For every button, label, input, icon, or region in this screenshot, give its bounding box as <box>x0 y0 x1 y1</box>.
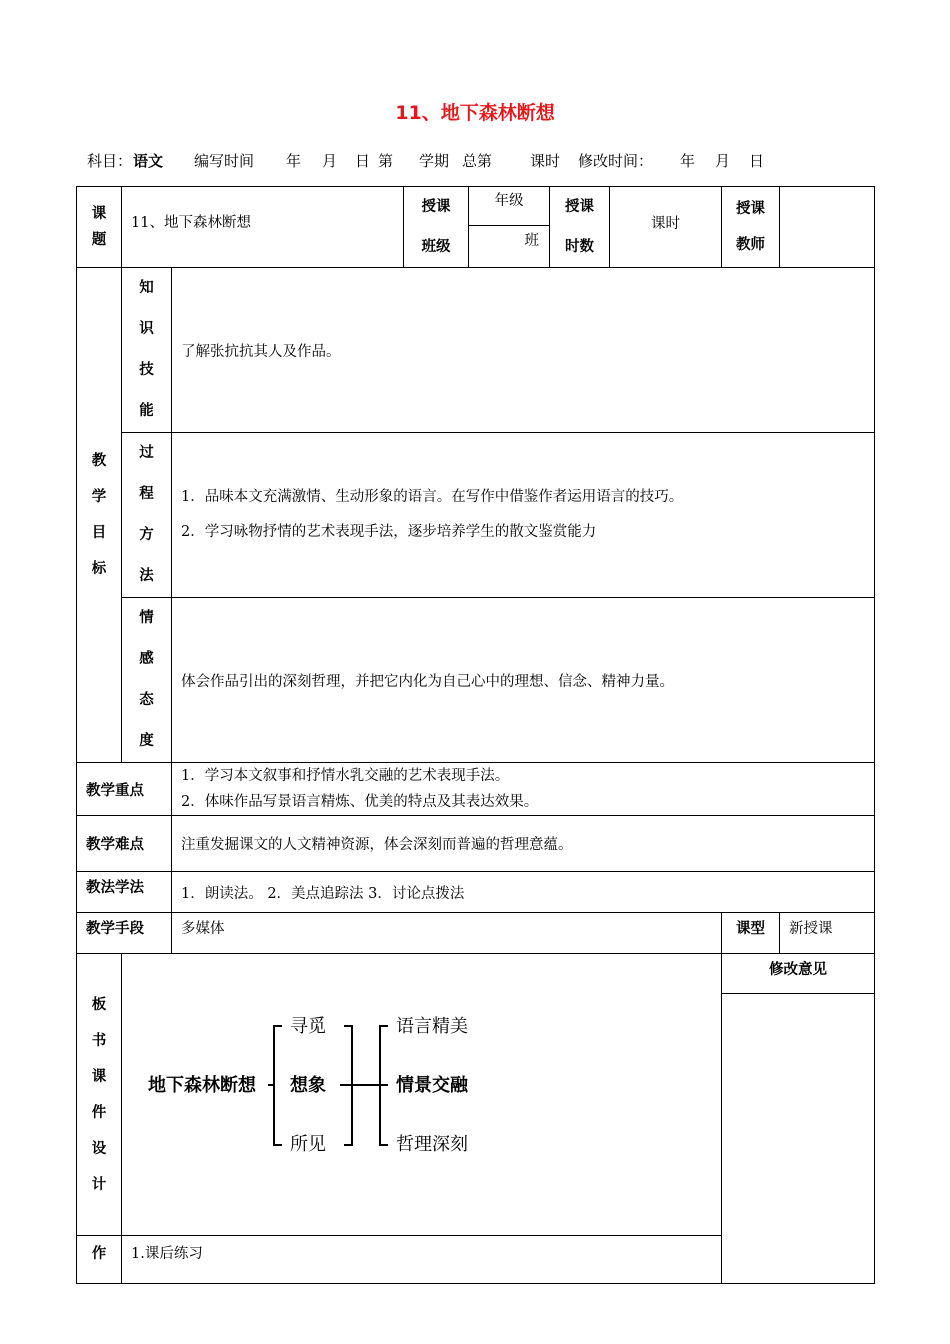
month2-label: 月 <box>715 152 731 170</box>
class-label-1: 授课 <box>421 199 451 215</box>
homework-label: 作 <box>77 1236 122 1284</box>
revision-label: 修改意见 <box>722 954 875 994</box>
class-label-2: 班级 <box>421 239 451 255</box>
methods-text: 1．朗读法。 2．美点追踪法 3．讨论点拨法 <box>172 872 875 913</box>
methods-label: 教法学法 <box>77 872 172 913</box>
emotion-label-cell <box>122 598 172 763</box>
grade-label: 年级 <box>469 187 549 226</box>
class-label-cell <box>404 187 469 268</box>
board-middle-item: 所见 <box>290 1134 326 1155</box>
total-label: 总第 <box>462 152 493 170</box>
lesson-type-label: 课型 <box>722 913 780 954</box>
homework-text: 1.课后练习 <box>122 1236 722 1284</box>
teacher-label-1: 授课 <box>736 201 766 217</box>
process-label: 过程方法 <box>139 445 154 584</box>
subject-label: 科目： <box>87 152 133 170</box>
lesson-type-value: 新授课 <box>780 913 875 954</box>
means-label: 教学手段 <box>77 913 172 954</box>
means-text: 多媒体 <box>172 913 722 954</box>
day2-label: 日 <box>749 152 765 170</box>
board-center: 地下森林断想 <box>148 1075 256 1096</box>
process-item: 1．品味本文充满激情、生动形象的语言。在写作中借鉴作者运用语言的技巧。 <box>181 489 684 505</box>
left-bracket <box>274 1026 282 1145</box>
lesson-plan-table <box>76 186 875 1284</box>
month-label: 月 <box>322 152 338 170</box>
teacher-value <box>780 187 875 268</box>
board-diagram-cell <box>122 954 722 1236</box>
process-label-cell <box>122 433 172 598</box>
period-label: 课时 <box>530 152 561 170</box>
knowledge-label: 知识技能 <box>139 280 154 419</box>
process-item: 2．学习咏物抒情的艺术表现手法，逐步培养学生的散文鉴赏能力 <box>181 524 597 540</box>
board-label-cell <box>77 954 122 1236</box>
board-right-item: 语言精美 <box>396 1016 468 1037</box>
hours-value: 课时 <box>610 187 722 268</box>
grade-class-cell <box>469 187 550 268</box>
difficulty-label: 教学难点 <box>77 816 172 872</box>
hours-label-cell <box>550 187 610 268</box>
board-diagram <box>122 954 720 1224</box>
di-label: 第 <box>378 152 394 170</box>
emotion-text: 体会作品引出的深刻哲理，并把它内化为自己心中的理想、信念、精神力量。 <box>172 598 875 763</box>
emotion-label: 情感态度 <box>139 610 154 749</box>
difficulty-text: 注重发掘课文的人文精神资源，体会深刻而普遍的哲理意蕴。 <box>172 816 875 872</box>
board-right-item: 情景交融 <box>396 1075 468 1096</box>
board-middle-item: 想象 <box>290 1075 326 1096</box>
year-label: 年 <box>286 152 302 170</box>
write-time-label: 编写时间 <box>194 152 255 170</box>
revision-content <box>722 994 875 1284</box>
key-points-label: 教学重点 <box>77 763 172 816</box>
objectives-label-cell <box>77 268 122 763</box>
topic-value: 11、地下森林断想 <box>122 187 404 268</box>
class-unit: 班 <box>524 233 540 249</box>
key-point-item: 1．学习本文叙事和抒情水乳交融的艺术表现手法。 <box>181 768 510 784</box>
page-title: 11、地下森林断想 <box>395 102 555 124</box>
subject-value: 语文 <box>133 152 164 170</box>
process-cell <box>172 433 875 598</box>
day-label: 日 <box>355 152 371 170</box>
topic-label-cell <box>77 187 122 268</box>
board-label: 板书课件设计 <box>91 996 107 1193</box>
term-label: 学期 <box>419 152 450 170</box>
objectives-label: 教学目标 <box>91 453 107 577</box>
edit-time-label: 修改时间： <box>578 152 654 170</box>
knowledge-label-cell <box>122 268 172 433</box>
hours-label-1: 授课 <box>565 199 595 215</box>
teacher-label-cell <box>722 187 780 268</box>
topic-label: 课题 <box>91 206 107 248</box>
year2-label: 年 <box>680 152 696 170</box>
board-right-item: 哲理深刻 <box>396 1134 468 1155</box>
key-point-item: 2．体味作品写景语言精炼、优美的特点及其表达效果。 <box>181 794 539 810</box>
hours-label-2: 时数 <box>565 239 595 255</box>
teacher-label-2: 教师 <box>736 237 766 253</box>
key-points-cell <box>172 763 875 816</box>
board-middle-item: 寻觅 <box>290 1016 326 1037</box>
knowledge-text: 了解张抗抗其人及作品。 <box>172 268 875 433</box>
